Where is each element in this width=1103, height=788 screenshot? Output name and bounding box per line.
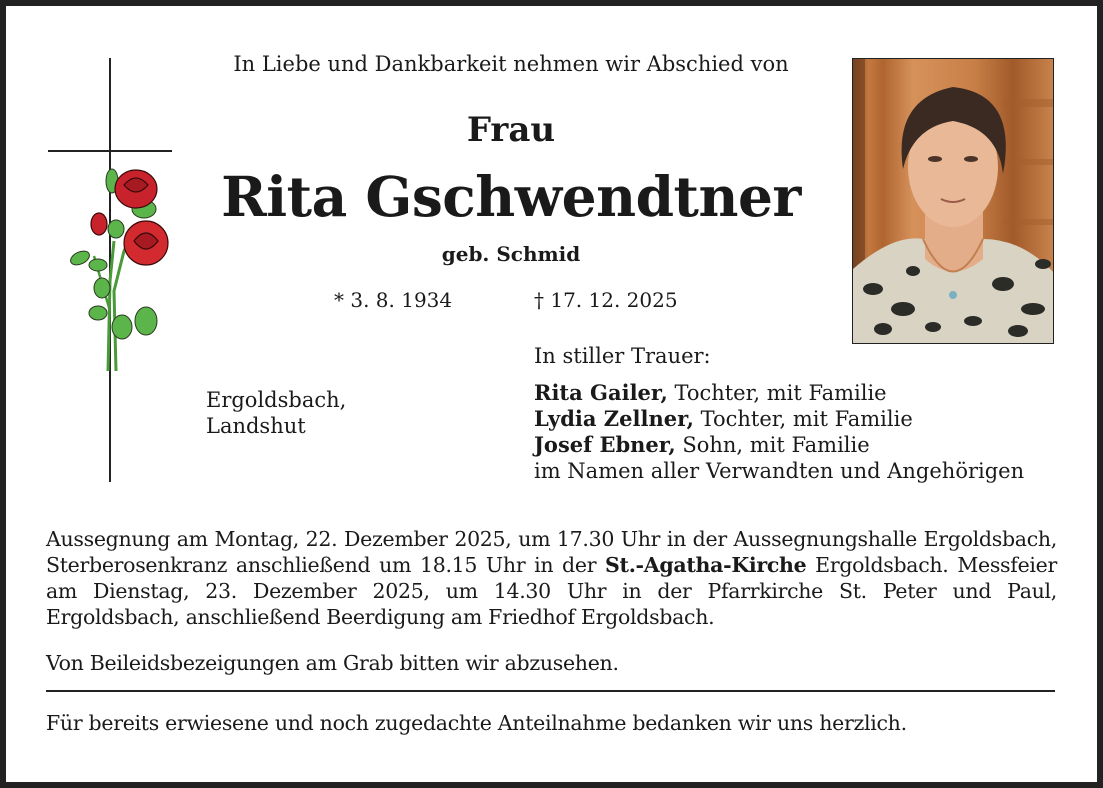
mourners-closing: im Namen aller Verwandten und Angehörigen <box>534 459 1025 483</box>
service-text-part2: Ergoldsbach. Messfeier am Dienstag, 23. Dezember 2025, um 14.30 Uhr in der Pfarrkirche St. Peter und Paul, Ergoldsbach, anschließend Beerdigung am Friedhof Ergoldsbach. <box>46 553 1057 629</box>
divider <box>46 690 1055 692</box>
roses-icon <box>64 161 170 381</box>
mourner-name: Lydia Zellner, <box>534 406 694 431</box>
mourners-list <box>534 380 1024 484</box>
mourner-item <box>534 432 1024 458</box>
mourner-name: Rita Gailer, <box>534 380 668 405</box>
cross-horizontal-bar <box>48 150 172 152</box>
mourner-name: Josef Ebner, <box>534 432 676 457</box>
obituary-card <box>6 6 1097 782</box>
mourner-item <box>534 380 1024 406</box>
mourner-relation: Tochter, mit Familie <box>667 381 887 405</box>
place <box>206 387 346 439</box>
mourner-relation: Sohn, mit Familie <box>675 433 870 457</box>
church-name: St.-Agatha-Kirche <box>605 553 807 577</box>
deceased-name: Rita Gschwendtner <box>221 164 801 229</box>
salutation: Frau <box>466 110 556 150</box>
portrait-image <box>853 59 1054 344</box>
condolence-note: Von Beileidsbezeigungen am Grab bitten wir abzusehen. <box>46 651 619 675</box>
intro-text: In Liebe und Dankbarkeit nehmen wir Abschied von <box>233 52 789 76</box>
birth-date: * 3. 8. 1934 <box>334 288 453 312</box>
service-text-part1: Aussegnung am Montag, 22. Dezember 2025, um 17.30 Uhr in der Aussegnungshalle Ergoldsbach, Sterberosenkranz anschließend um 18.15 Uhr in der <box>46 527 1057 577</box>
mourner-item <box>534 406 1024 432</box>
place-line-1: Ergoldsbach, <box>206 388 347 412</box>
thanks-text: Für bereits erwiesene und noch zugedachte Anteilnahme bedanken wir uns herzlich. <box>46 711 907 735</box>
death-date: † 17. 12. 2025 <box>534 288 678 312</box>
maiden-name: geb. Schmid <box>441 242 581 266</box>
place-line-2: Landshut <box>206 414 306 438</box>
mourners-heading: In stiller Trauer: <box>534 344 711 368</box>
mourner-relation: Tochter, mit Familie <box>693 407 913 431</box>
service-details <box>46 526 1057 630</box>
portrait-photo <box>852 58 1054 344</box>
